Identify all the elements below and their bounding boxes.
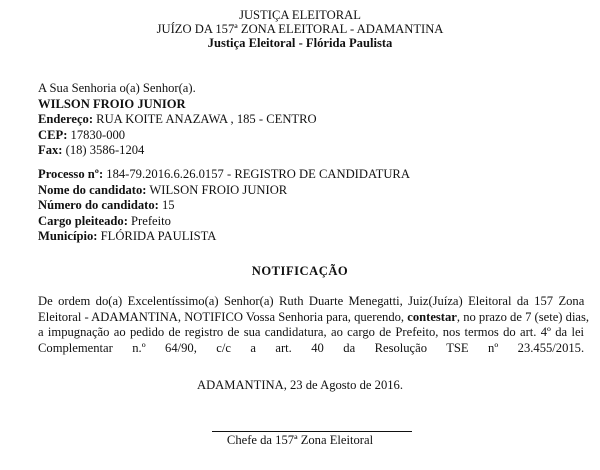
dateline: ADAMANTINA, 23 de Agosto de 2016. [196,378,404,392]
header-court: JUSTIÇA ELEITORAL [239,8,361,22]
recipient-name: WILSON FROIO JUNIOR [38,96,186,111]
body-line-1: De ordem do(a) Excelentíssimo(a) Senhor(a) Ruth Duarte Menegatti, Juiz(Juíza) Eleitoral da 157 Zona [38,294,585,308]
recipient-address: Endereço: RUA KOITE ANAZAWA , 185 - CENTRO [38,112,317,126]
header-subtitle: Justiça Eleitoral - Flórida Paulista [207,36,393,50]
recipient-cep: CEP: 17830-000 [38,127,126,142]
candidate-name: Nome do candidato: WILSON FROIO JUNIOR [38,182,288,197]
process-block [38,167,410,245]
body-line-2: Eleitoral - ADAMANTINA, NOTIFICO Vossa Senhoria para, querendo, contestar, no prazo de 7 (sete) dias, [38,309,590,324]
salutation: A Sua Senhoria o(a) Senhor(a). [38,81,196,95]
process-number: Processo nº: 184-79.2016.6.26.0157 - REGISTRO DE CANDIDATURA [38,167,410,181]
signature-label: Chefe da 157ª Zona Eleitoral [226,433,374,447]
header-zone: JUÍZO DA 157ª ZONA ELEITORAL - ADAMANTINA [156,22,444,36]
notification-title: NOTIFICAÇÃO [251,264,349,278]
notification-body [38,294,590,356]
candidate-office: Cargo pleiteado: Prefeito [38,213,171,228]
recipient-block [38,81,317,159]
signature-line [212,431,412,432]
body-line-3: a impugnação ao pedido de registro de sua candidatura, ao cargo de Prefeito, nos termos do art. 4º da lei [38,325,585,339]
document-header [0,8,600,50]
recipient-fax: Fax: (18) 3586-1204 [38,143,145,157]
body-line-4: Complementar n.º 64/90, c/c a art. 40 da Resolução TSE nº 23.455/2015. [38,340,585,355]
candidate-number: Número do candidato: 15 [38,198,175,212]
candidate-municipality: Município: FLÓRIDA PAULISTA [38,229,217,243]
